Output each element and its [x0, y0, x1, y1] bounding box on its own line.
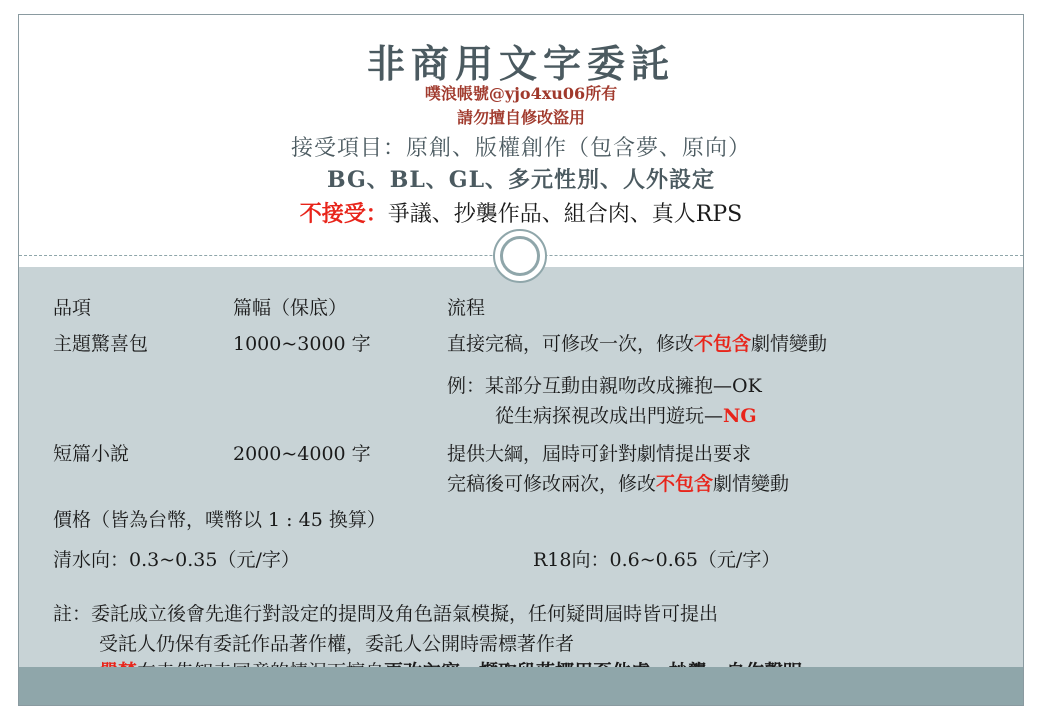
reject-text: 爭議、抄襲作品、組合肉、真人RPS	[387, 202, 743, 227]
pricing-heading: 價格（皆為台幣，噗幣以 1 : 45 換算）	[53, 509, 386, 531]
header-section	[19, 15, 1023, 255]
row1-example-ok: 例：某部分互動由親吻改成擁抱—OK	[447, 375, 762, 397]
note-line1: 註：委託成立後會先進行對設定的提問及角色語氣模擬，任何疑問屆時皆可提出	[53, 603, 719, 625]
row2-exclusion: 不包含	[656, 473, 714, 495]
accepted-items: 接受項目：原創、版權創作（包含夢、原向）	[290, 136, 751, 161]
commission-card	[18, 14, 1024, 706]
reject-label: 不接受：	[299, 201, 388, 227]
row2-process-line2	[447, 469, 789, 496]
ng-label: NG	[723, 405, 757, 427]
accepted-genres: BG、BL、GL、多元性別、人外設定	[326, 167, 716, 193]
row1-example-ng	[495, 401, 757, 428]
row1-process-text: 直接完稿，可修改一次，修改	[447, 333, 695, 355]
warning-line: 請勿擅自修改盜用	[456, 108, 585, 127]
col-header-process: 流程	[447, 297, 486, 319]
row1-process	[447, 329, 827, 356]
col-header-length: 篇幅（保底）	[233, 297, 348, 319]
row2-process-tail: 劇情變動	[713, 473, 790, 495]
row1-process-tail: 劇情變動	[751, 333, 828, 355]
row1-item: 主題驚喜包	[53, 333, 149, 355]
row2-process-line1: 提供大綱，屆時可針對劇情提出要求	[447, 443, 752, 465]
ring-ornament-icon	[493, 229, 547, 283]
note-line2: 受託人仍保有委託作品著作權，委託人公開時需標著作者	[99, 633, 575, 655]
ring-inner-icon	[500, 236, 540, 276]
details-section	[19, 267, 1023, 667]
owner-line: 噗浪帳號@yjo4xu06所有	[424, 84, 618, 103]
row1-exclusion: 不包含	[694, 333, 752, 355]
rejected-items	[19, 197, 1023, 228]
col-header-item: 品項	[53, 297, 92, 319]
row2-length: 2000~4000 字	[233, 443, 371, 465]
page-title: 非商用文字委託	[366, 41, 675, 86]
row2-item: 短篇小說	[53, 443, 130, 465]
footer-band	[19, 667, 1023, 705]
price-r18: R18向：0.6~0.65（元/字）	[533, 549, 781, 571]
row2-process-text: 完稿後可修改兩次，修改	[447, 473, 657, 495]
row1-example-ng-text: 從生病探視改成出門遊玩—	[495, 405, 724, 427]
row1-length: 1000~3000 字	[233, 333, 371, 355]
price-safe: 清水向：0.3~0.35（元/字）	[53, 549, 300, 571]
